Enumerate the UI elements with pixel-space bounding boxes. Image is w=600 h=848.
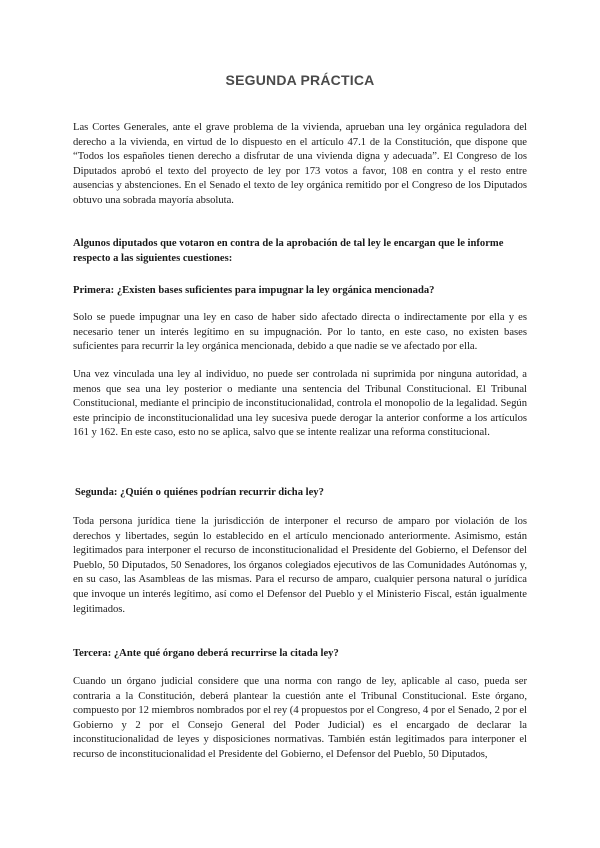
request-paragraph: Algunos diputados que votaron en contra de la aprobación de tal ley le encargan que le informe respecto a las siguientes cuestiones: (73, 238, 504, 264)
answer-1-paragraph-1: Solo se puede impugnar una ley en caso de haber sido afectado directa o indirectamente por ella y es necesario tener un interés legítimo en su impugnación. Por lo tanto, en este caso, no existen bases suficientes para recurrir la ley orgánica mencionada, debido a que nadie se ve afectado por ella. (73, 312, 527, 353)
answer-2-paragraph: Toda persona jurídica tiene la jurisdicción de interponer el recurso de amparo por violación de los derechos y libertades, según lo establecido en el artículo mencionado anteriormente. Asimismo, están legitimados para interponer el recurso de inconstitucionalidad el Presidente del Gobierno, el Defensor del Pueblo, 50 Diputados, 50 Senadores, los órganos colegiados ejecutivos de las Comunidades Autónomas y, en su caso, las Asambleas de las mismas. Para el recurso de amparo, cualquier persona natural o jurídica que invoque un interés legítimo, así como el Defensor del Pueblo y el Ministerio Fiscal, están igualmente legitimados. (73, 516, 527, 615)
answer-1-paragraph-2: Una vez vinculada una ley al individuo, no puede ser controlada ni suprimida por ninguna autoridad, a menos que sea una ley posterior o mediante una sentencia del Tribunal Constitucional. El Tribunal Constitucional, mediante el principio de inconstitucionalidad, controla el monopolio de la legalidad. Según este principio de inconstitucionalidad una ley sucesiva puede derogar la anterior conforme a los artículos 161 y 162. En este caso, esto no se aplica, salvo que se intente realizar una reforma constitucional. (73, 369, 527, 439)
question-2-heading: Segunda: ¿Quién o quiénes podrían recurrir dicha ley? (75, 487, 324, 498)
answer-3-paragraph: Cuando un órgano judicial considere que una norma con rango de ley, aplicable al caso, pueda ser contraria a la Constitución, deberá plantear la cuestión ante el Tribunal Constitucional. Este órgano, compuesto por 12 miembros nombrados por el rey (4 propuestos por el Congreso, 4 por el Senado, 2 por el Gobierno y 2 por el Consejo General del Poder Judicial) es el encargado de declarar la inconstitucionalidad de leyes y disposiciones normativas. También están legitimados para interponer el recurso de inconstitucionalidad el Presidente del Gobierno, el Defensor del Pueblo, 50 Diputados, (73, 676, 527, 760)
document-title: SEGUNDA PRÁCTICA (225, 72, 375, 88)
question-3-heading: Tercera: ¿Ante qué órgano deberá recurrirse la citada ley? (73, 648, 339, 659)
intro-paragraph: Las Cortes Generales, ante el grave problema de la vivienda, aprueban una ley orgánica reguladora del derecho a la vivienda, en virtud de lo dispuesto en el artículo 47.1 de la Constitución, que dispone que “Todos los españoles tienen derecho a disfrutar de una vivienda digna y adecuada”. El Congreso de los Diputados aprobó el texto del proyecto de ley por 173 votos a favor, 108 en contra y el resto entre ausencias y abstenciones. En el Senado el texto de ley orgánica remitido por el Congreso de los Diputados obtuvo una sobrada mayoría absoluta. (73, 122, 527, 206)
question-1-heading: Primera: ¿Existen bases suficientes para impugnar la ley orgánica mencionada? (73, 285, 435, 296)
